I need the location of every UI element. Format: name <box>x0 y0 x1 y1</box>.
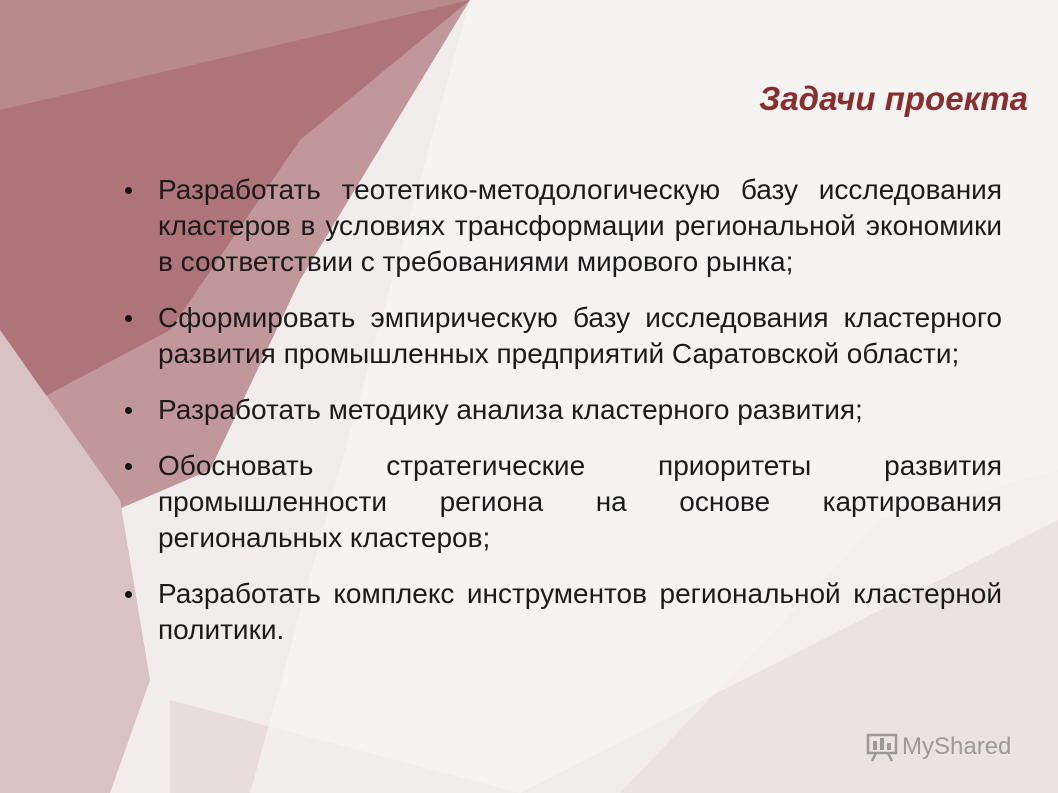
task-item <box>120 576 1002 648</box>
task-item <box>120 300 1002 372</box>
presentation-board-icon <box>866 732 898 762</box>
task-text: Обосновать стратегические приоритеты развития промышленности региона на основе картирования региональных кластеров; <box>158 450 1002 553</box>
task-text: Разработать комплекс инструментов региональной кластерной политики. <box>158 578 1002 645</box>
slide-title: Задачи проекта <box>759 80 1028 117</box>
task-item <box>120 392 1002 428</box>
task-text: Сформировать эмпирическую базу исследования кластерного развития промышленных предприятий Саратовской области; <box>158 302 1002 369</box>
task-text: Разработать методику анализа кластерного развития; <box>158 394 863 425</box>
bullet-icon <box>125 315 132 322</box>
task-text: Разработать теотетико-методологическую базу исследования кластеров в условиях трансформации региональной экономики в соответствии с требованиями мирового рынка; <box>158 174 1002 277</box>
bullet-icon <box>125 463 132 470</box>
watermark-text: MyShared <box>902 733 1012 760</box>
bullet-icon <box>125 591 132 598</box>
task-item <box>120 448 1002 556</box>
task-item <box>120 172 1002 280</box>
task-list <box>120 172 1002 668</box>
bullet-icon <box>125 407 132 414</box>
bullet-icon <box>125 187 132 194</box>
myshared-watermark[interactable] <box>866 730 1011 764</box>
